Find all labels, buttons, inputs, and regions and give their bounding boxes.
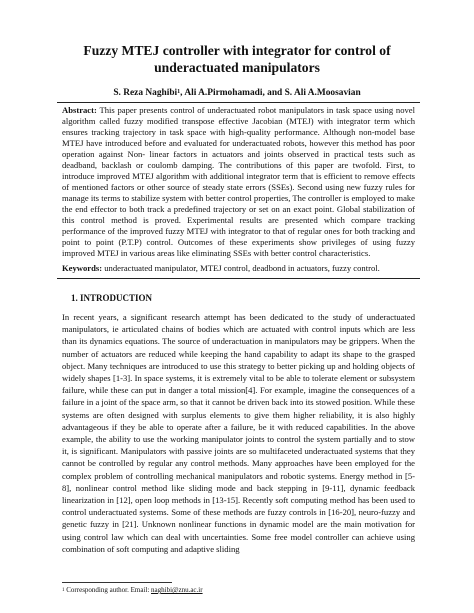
footnote-rule <box>62 582 172 583</box>
footnote-marker: 1 <box>62 588 65 593</box>
footnote <box>62 586 415 595</box>
keywords-text: underactuated manipulator, MTEJ control, deadbond in actuators, fuzzy control. <box>102 263 380 273</box>
footnote-text: Corresponding author. Email: <box>64 586 152 594</box>
abstract-block <box>62 105 415 259</box>
other-authors: , Ali A.Pirmohamadi, and S. Ali A.Moosavian <box>180 88 361 98</box>
abstract-bottom-rule <box>57 278 420 279</box>
abstract-top-rule <box>57 102 420 103</box>
abstract-text: This paper presents control of underactuated robot manipulators in task space using novel algorithm called fuzzy modified transpose effective Jacobian (MTEJ) with integrator term which ensures tracking trajectory in task space with high-quality performance. Although non-model base MTEJ have introduced before and evaluated for underactuated robots, however this method has poor operation against Non- linear factors in actuators and joints observed in practical tests such as deadband, backlash or coulomb damping. The contributions of this paper are twofold. First, to introduce improved MTEJ algorithm with additional integrator term that is efficient to remove effects of mentioned factors or other source of steady state errors (SSEs). Second using new fuzzy rules for manage its terms to stabilize system with better control properties, The controller is employed to make the end effector to both track a predefined trajectory or set on an exact point. Global stabilization of this control method is proved. Experimental results are presented which compare tracking performance of the improved fuzzy MTEJ with integrator to that of regular ones for both tracking and point to point (P.T.P) control. Outcomes of these experiments show privileges of using fuzzy improved MTEJ in various areas like eliminating SSEs with better control characteristics. <box>62 105 415 258</box>
abstract-label: Abstract: <box>62 105 97 115</box>
author-line <box>40 87 434 99</box>
paper-title: Fuzzy MTEJ controller with integrator for control of underactuated manipulators <box>83 43 391 75</box>
keywords-block <box>62 263 415 274</box>
introduction-paragraph: In recent years, a significant research attempt has been dedicated to the study of underactuated manipulators, ie articulated chains of bodies which are actuated with control inputs which are less than its dynamics equations. The source of underactuation in manipulators may be grippers. When the number of actuators are reduced while keeping the hand capability to adapt its shape to the grasped object. Many techniques are introduced to use this strategy to better picking up and holding objects of widely shapes [1-3]. In space systems, it is extremely vital to be able to tolerate element or subsystem failure, while these can put in danger a total mission[4]. For example, imagine the consequences of a failure in a joint of the space arm, so that it cannot be driven back into its stowed position. While these systems are often designed with surplus elements to give them higher reliability, it is also highly advantageous if they be able to operate after a failure, be it with reduced capabilities. In the above example, the ability to use the working manipulator joints to control the system partially and to stow it, is significant. Manipulators with passive joints are so multifaceted underactuated systems that they cannot be controlled by regular any control methods. Many approaches have been employed for the complex problem of controlling mechanical manipulators and robotic systems. Energy method in [5-8], nonlinear control method like sliding mode and back stepping in [9-11], dynamic feedback linearization in [12], open loop methods in [13-15]. Recently soft computing method has been used to control underactuated systems. Some of these methods are fuzzy controls in [16-20], neuro-fuzzy and genetic fuzzy in [21]. Unknown nonlinear functions in dynamic model are the main motivation for using control law which can deal with uncertainties. Some free model controller can achieve using combination of soft computing and adaptive sliding <box>62 312 415 554</box>
author-email-link[interactable]: naghibi@znu.ac.ir <box>151 586 203 594</box>
author-footnote-marker: 1 <box>177 89 181 95</box>
keywords-label: Keywords: <box>62 263 103 273</box>
section-heading-introduction: 1. INTRODUCTION <box>71 293 153 303</box>
first-author: S. Reza Naghibi <box>113 88 178 98</box>
